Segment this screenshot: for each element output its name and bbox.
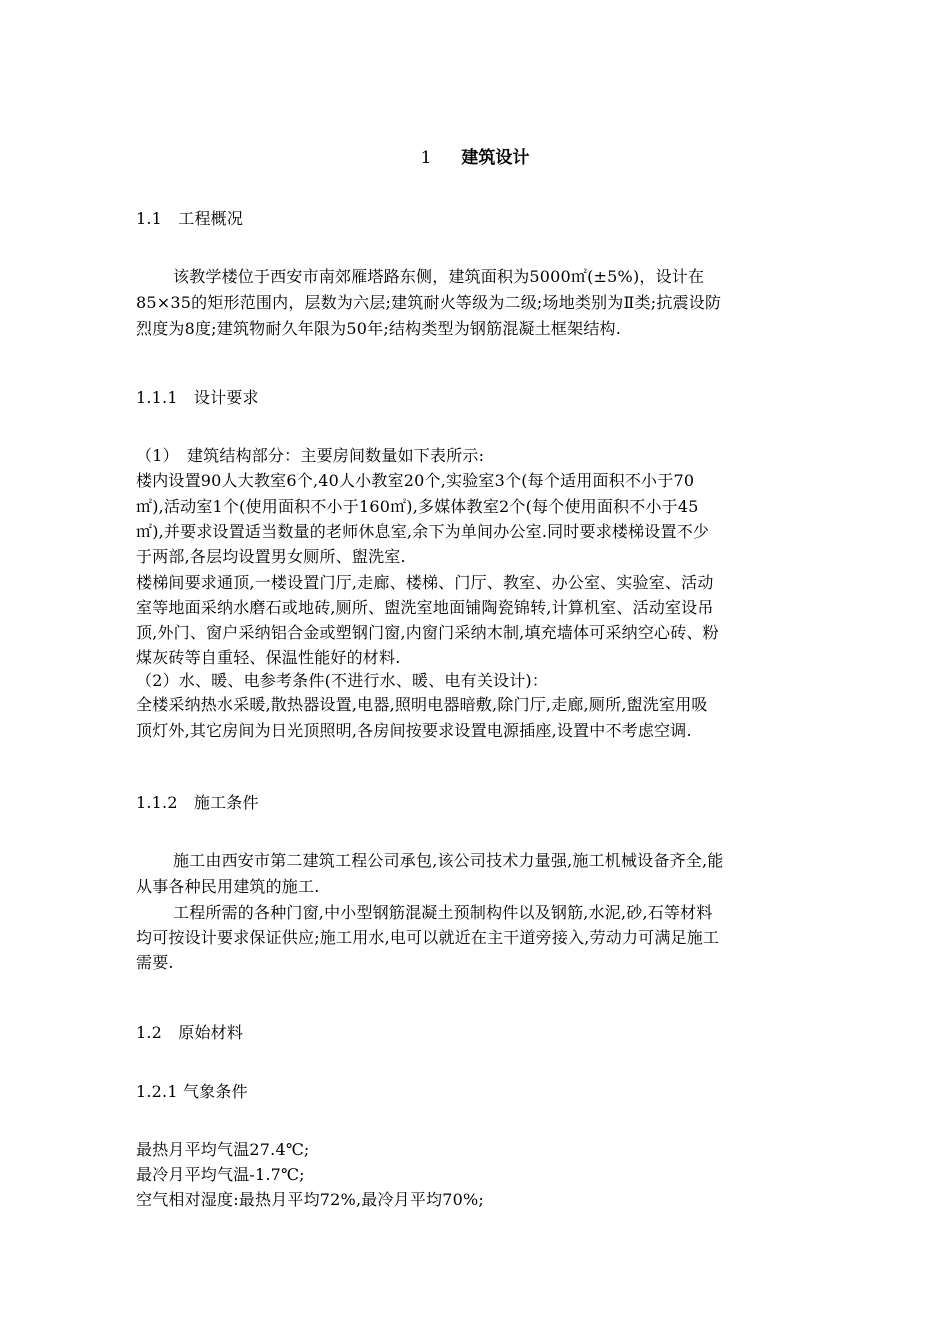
paragraph-line: 楼梯间要求通顶,一楼设置门厅,走廊、楼梯、门厅、教室、办公室、实验室、活动	[136, 573, 714, 592]
section-heading-1-1-1: 1.1.1 设计要求	[136, 388, 259, 407]
paragraph-line: 需要.	[136, 953, 174, 972]
paragraph-line: 施工由西安市第二建筑工程公司承包,该公司技术力量强,施工机械设备齐全,能	[173, 851, 724, 870]
paragraph-line: 85×35的矩形范围内，层数为六层;建筑耐火等级为二级;场地类别为Ⅱ类;抗震设防	[136, 293, 722, 312]
chapter-heading	[0, 146, 950, 170]
paragraph-line: （2）水、暖、电参考条件(不进行水、暖、电有关设计)：	[136, 671, 549, 690]
paragraph-line: 室等地面采纳水磨石或地砖,厕所、盥洗室地面铺陶瓷锦转,计算机室、活动室设吊	[136, 598, 714, 617]
paragraph-line: （1） 建筑结构部分：主要房间数量如下表所示:	[136, 446, 485, 465]
paragraph-line: 顶灯外,其它房间为日光顶照明,各房间按要求设置电源插座,设置中不考虑空调.	[136, 721, 692, 740]
paragraph-line: 顶,外门、窗户采纳铝合金或塑钢门窗,内窗门采纳木制,填充墙体可采纳空心砖、粉	[136, 623, 719, 642]
section-heading-1-1-2: 1.1.2 施工条件	[136, 793, 259, 812]
paragraph-line: 从事各种民用建筑的施工.	[136, 877, 320, 896]
paragraph-line: 工程所需的各种门窗,中小型钢筋混凝土预制构件以及钢筋,水泥,砂,石等材料	[173, 903, 713, 922]
paragraph-line: 该教学楼位于西安市南郊雁塔路东侧，建筑面积为5000㎡(±5%)，设计在	[173, 267, 705, 286]
section-heading-1-1: 1.1 工程概况	[136, 209, 244, 228]
paragraph-line: 最冷月平均气温-1.7℃;	[136, 1165, 305, 1184]
paragraph-line: 空气相对湿度:最热月平均72%,最冷月平均70%;	[136, 1190, 484, 1209]
paragraph-line: ㎡),并要求设置适当数量的老师休息室,余下为单间办公室.同时要求楼梯设置不少	[136, 522, 710, 541]
section-heading-1-2-1: 1.2.1 气象条件	[136, 1082, 248, 1101]
paragraph-line: 于两部,各层均设置男女厕所、盥洗室.	[136, 547, 406, 566]
paragraph-line: ㎡),活动室1个(使用面积不小于160㎡),多媒体教室2个(每个使用面积不小于45	[136, 497, 699, 516]
chapter-number: 1	[420, 148, 432, 168]
section-heading-1-2: 1.2 原始材料	[136, 1023, 244, 1042]
paragraph-line: 楼内设置90人大教室6个,40人小教室20个,实验室3个(每个适用面积不小于70	[136, 471, 695, 490]
chapter-title: 建筑设计	[461, 148, 530, 168]
paragraph-line: 全楼采纳热水采暖,散热器设置,电器,照明电器暗敷,除门厅,走廊,厕所,盥洗室用吸	[136, 695, 708, 714]
paragraph-line: 最热月平均气温27.4℃;	[136, 1140, 310, 1159]
paragraph-line: 烈度为8度;建筑物耐久年限为50年;结构类型为钢筋混凝土框架结构.	[136, 319, 622, 338]
paragraph-line: 均可按设计要求保证供应;施工用水,电可以就近在主干道旁接入,劳动力可满足施工	[136, 928, 720, 947]
paragraph-line: 煤灰砖等自重轻、保温性能好的材料.	[136, 648, 401, 667]
